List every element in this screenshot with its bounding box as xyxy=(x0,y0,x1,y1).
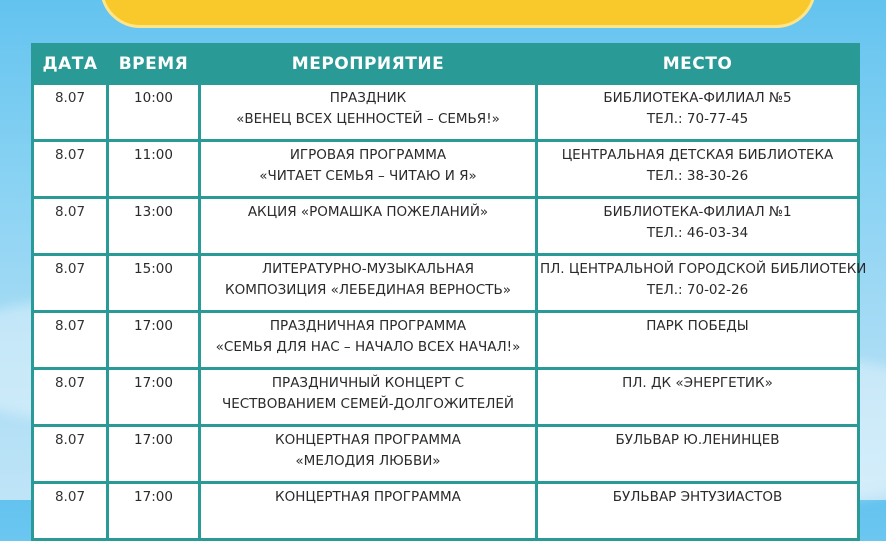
event-place-line: ПАРК ПОБЕДЫ xyxy=(646,318,749,334)
event-name-line: АКЦИЯ «РОМАШКА ПОЖЕЛАНИЙ» xyxy=(247,204,489,220)
event-date-cell: 8.07 xyxy=(34,427,106,481)
table-row xyxy=(34,313,857,367)
event-place-line: ПЛ. ДК «ЭНЕРГЕТИК» xyxy=(622,375,773,391)
column-header-place: МЕСТО xyxy=(538,46,857,82)
event-name-line: «ВЕНЕЦ ВСЕХ ЦЕННОСТЕЙ – СЕМЬЯ!» xyxy=(236,111,500,127)
event-place-line: ТЕЛ.: 70-02-26 xyxy=(646,282,749,298)
table-row xyxy=(34,142,857,196)
event-date-cell: 8.07 xyxy=(34,484,106,538)
table-row xyxy=(34,427,857,481)
table-row xyxy=(34,370,857,424)
event-name-line: ПРАЗДНИЧНАЯ ПРОГРАММА xyxy=(269,318,467,334)
event-name-line: ИГРОВАЯ ПРОГРАММА xyxy=(289,147,447,163)
event-time-cell: 17:00 xyxy=(109,313,198,367)
event-date-cell: 8.07 xyxy=(34,256,106,310)
event-name-line: «МЕЛОДИЯ ЛЮБВИ» xyxy=(295,453,441,469)
table-row xyxy=(34,85,857,139)
event-time-cell: 17:00 xyxy=(109,427,198,481)
event-place-cell xyxy=(538,85,857,139)
event-name-cell xyxy=(201,85,535,139)
event-name-cell xyxy=(201,484,535,538)
column-header-event: МЕРОПРИЯТИЕ xyxy=(201,46,535,82)
event-place-line: ТЕЛ.: 70-77-45 xyxy=(646,111,749,127)
event-place-cell xyxy=(538,199,857,253)
event-place-line: БУЛЬВАР Ю.ЛЕНИНЦЕВ xyxy=(615,432,780,448)
event-name-line: ЛИТЕРАТУРНО-МУЗЫКАЛЬНАЯ xyxy=(261,261,475,277)
event-name-line: КОМПОЗИЦИЯ «ЛЕБЕДИНАЯ ВЕРНОСТЬ» xyxy=(225,282,511,298)
event-date-cell: 8.07 xyxy=(34,142,106,196)
event-time-cell: 15:00 xyxy=(109,256,198,310)
event-name-line: КОНЦЕРТНАЯ ПРОГРАММА xyxy=(275,489,461,505)
event-time-cell: 10:00 xyxy=(109,85,198,139)
column-header-time: ВРЕМЯ xyxy=(109,46,198,82)
event-date-cell: 8.07 xyxy=(34,199,106,253)
event-place-line: ТЕЛ.: 38-30-26 xyxy=(646,168,749,184)
event-name-line: ПРАЗДНИК xyxy=(329,90,407,106)
event-place-cell xyxy=(538,142,857,196)
table-row xyxy=(34,199,857,253)
event-name-line: ПРАЗДНИЧНЫЙ КОНЦЕРТ С xyxy=(271,375,465,391)
event-name-cell xyxy=(201,313,535,367)
event-name-cell xyxy=(201,427,535,481)
event-time-cell: 11:00 xyxy=(109,142,198,196)
event-time-cell: 17:00 xyxy=(109,484,198,538)
event-date-cell: 8.07 xyxy=(34,370,106,424)
title-banner xyxy=(100,0,816,28)
event-place-cell xyxy=(538,427,857,481)
table-row xyxy=(34,256,857,310)
event-name-cell xyxy=(201,370,535,424)
column-header-date: ДАТА xyxy=(34,46,106,82)
event-name-line: «ЧИТАЕТ СЕМЬЯ – ЧИТАЮ И Я» xyxy=(259,168,477,184)
table-row xyxy=(34,484,857,538)
event-place-line: ЦЕНТРАЛЬНАЯ ДЕТСКАЯ БИБЛИОТЕКА xyxy=(561,147,834,163)
event-time-cell: 13:00 xyxy=(109,199,198,253)
event-time-cell: 17:00 xyxy=(109,370,198,424)
event-schedule-table xyxy=(31,43,867,541)
event-place-line: ТЕЛ.: 46-03-34 xyxy=(646,225,749,241)
event-name-cell xyxy=(201,199,535,253)
event-place-cell xyxy=(538,370,857,424)
event-place-line: БИБЛИОТЕКА-ФИЛИАЛ №1 xyxy=(603,204,792,220)
event-place-line: БИБЛИОТЕКА-ФИЛИАЛ №5 xyxy=(603,90,792,106)
event-name-line: ЧЕСТВОВАНИЕМ СЕМЕЙ-ДОЛГОЖИТЕЛЕЙ xyxy=(221,396,515,412)
event-name-cell xyxy=(201,142,535,196)
event-place-cell xyxy=(538,313,857,367)
event-name-line: «СЕМЬЯ ДЛЯ НАС – НАЧАЛО ВСЕХ НАЧАЛ!» xyxy=(215,339,521,355)
event-place-line: БУЛЬВАР ЭНТУЗИАСТОВ xyxy=(612,489,783,505)
event-date-cell: 8.07 xyxy=(34,313,106,367)
event-date-cell: 8.07 xyxy=(34,85,106,139)
event-place-cell xyxy=(538,256,867,310)
event-name-cell xyxy=(201,256,535,310)
event-place-cell xyxy=(538,484,857,538)
event-name-line: КОНЦЕРТНАЯ ПРОГРАММА xyxy=(275,432,461,448)
table-header-row xyxy=(34,46,857,82)
event-place-line: ПЛ. ЦЕНТРАЛЬНОЙ ГОРОДСКОЙ БИБЛИОТЕКИ xyxy=(540,261,867,277)
